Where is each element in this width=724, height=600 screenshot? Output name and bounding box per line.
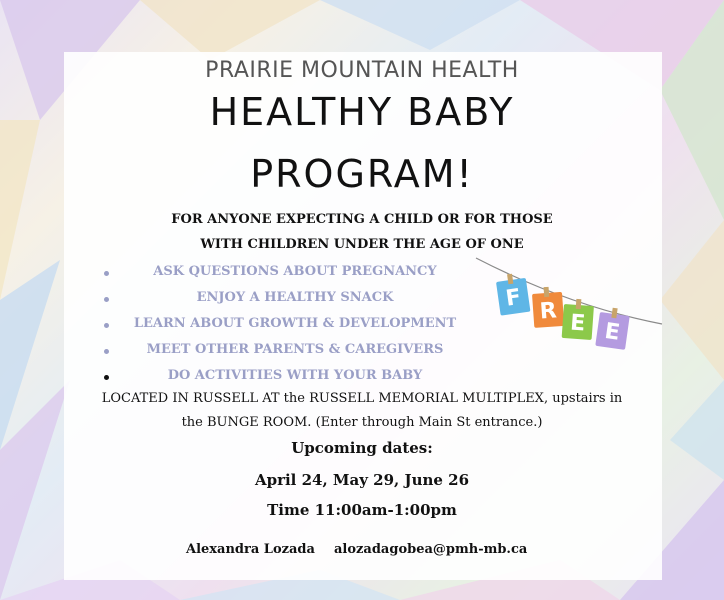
bullet-text: ENJOY A HEALTHY SNACK [196,290,394,305]
organization-name: PRAIRIE MOUNTAIN HEALTH [205,58,519,83]
free-letter-card [532,286,565,328]
upcoming-dates: April 24, May 29, June 26 [254,471,470,489]
intro-line-1: FOR ANYONE EXPECTING A CHILD OR FOR THOSE [171,212,553,227]
bullet-text: DO ACTIVITIES WITH YOUR BABY [167,368,423,383]
contact-name: Alexandra Lozada [186,542,315,557]
location-line-2: the BUNGE ROOM. (Enter through Main St entrance.) [181,415,543,430]
free-letter: E [569,310,587,337]
free-letter-card [495,272,530,316]
title-line-1: HEALTHY BABY [209,90,515,134]
free-banner [474,254,664,364]
title-line-2: PROGRAM! [250,152,474,196]
intro-line-2: WITH CHILDREN UNDER THE AGE OF ONE [200,237,524,252]
session-time: Time 11:00am-1:00pm [267,501,457,519]
bullet-text: LEARN ABOUT GROWTH & DEVELOPMENT [133,316,457,331]
list-item [0,368,724,390]
free-letter: R [538,298,558,325]
free-letter: E [603,318,622,346]
bullet-text: ASK QUESTIONS ABOUT PREGNANCY [153,264,437,279]
upcoming-dates-heading: Upcoming dates: [291,439,433,457]
location-line-1: LOCATED IN RUSSELL AT the RUSSELL MEMORIAL MULTIPLEX, upstairs in [101,391,623,406]
contact-email[interactable]: alozadagobea@pmh-mb.ca [334,542,528,557]
bullet-text: MEET OTHER PARENTS & CAREGIVERS [146,342,444,357]
free-letter: F [504,284,523,312]
free-letter-card [562,298,595,340]
free-letter-card [595,306,630,350]
